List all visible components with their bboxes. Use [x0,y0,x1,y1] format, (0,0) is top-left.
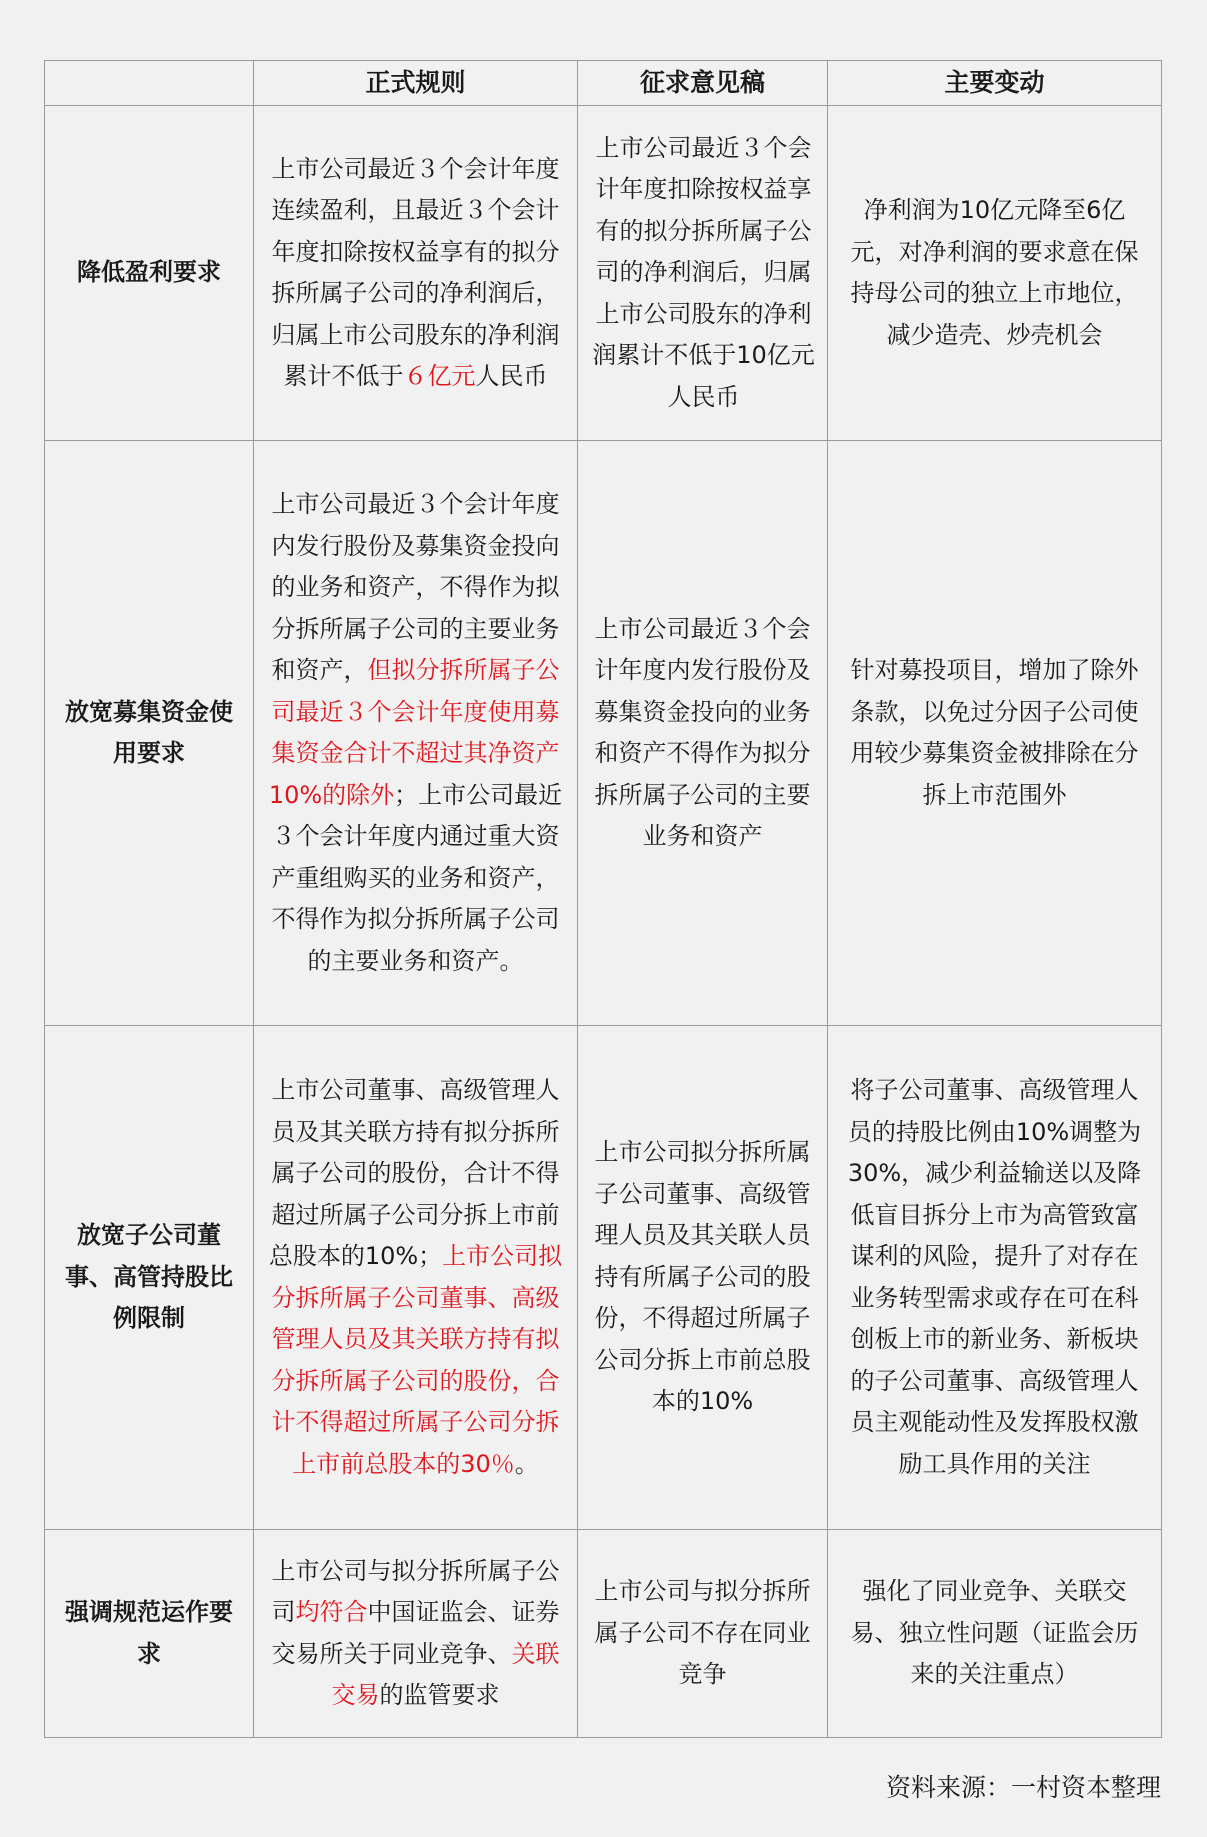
source-note: 资料来源：一村资本整理 [885,1773,1161,1802]
row-label: 强调规范运作要求 [45,1530,254,1738]
formal-highlight: 均符合 [295,1598,368,1626]
comparison-table [44,60,1162,1738]
formal-highlight: 但拟分拆所属子公司最近３个会计年度使用募集资金合计不超过其净资产10%的除外 [268,656,560,809]
formal-rule-cell [254,1026,578,1530]
formal-text: 中国证监会、证券交易所关于同业竞争、 [271,1598,560,1668]
formal-text: 上市公司与拟分拆所属子公司 [271,1556,560,1626]
formal-highlight: 关联交易 [331,1639,560,1709]
row-label: 降低盈利要求 [45,106,254,441]
formal-rule-cell [254,106,578,441]
draft-cell: 上市公司最近３个会计年度内发行股份及募集资金投向的业务和资产不得作为拟分拆所属子公司的主要业务和资产 [578,441,828,1026]
formal-highlight: 上市公司拟分拆所属子公司董事、高级管理人员及其关联方持有拟分拆所属子公司的股份，合计不得超过所属子公司分拆上市前总股本的30％ [271,1242,563,1478]
draft-cell: 上市公司拟分拆所属子公司董事、高级管理人员及其关联人员持有所属子公司的股份，不得超过所属子公司分拆上市前总股本的10% [578,1026,828,1530]
header-row [45,61,1162,106]
header-draft: 征求意见稿 [578,61,828,106]
table-row [45,106,1162,441]
formal-text: 上市公司最近３个会计年度连续盈利，且最近３个会计年度扣除按权益享有的拟分拆所属子公司的净利润后，归属上市公司股东的净利润累计不低于 [271,154,560,390]
header-main-changes: 主要变动 [828,61,1162,106]
formal-rule-cell [254,441,578,1026]
table-row [45,1026,1162,1530]
row-label: 放宽募集资金使用要求 [45,441,254,1026]
formal-rule-cell [254,1530,578,1738]
change-cell: 强化了同业竞争、关联交易、独立性问题（证监会历来的关注重点） [828,1530,1162,1738]
formal-text: 上市公司董事、高级管理人员及其关联方持有拟分拆所属子公司的股份，合计不得超过所属子公司分拆上市前总股本的10%； [268,1076,560,1270]
header-formal-rules: 正式规则 [254,61,578,106]
change-cell: 将子公司董事、高级管理人员的持股比例由10%调整为30%，减少利益输送以及降低盲目拆分上市为高管致富谋利的风险，提升了对存在业务转型需求或存在可在科创板上市的新业务、新板块的子公司董事、高级管理人员主观能动性及发挥股权激励工具作用的关注 [828,1026,1162,1530]
formal-text: 人民币 [475,362,548,390]
change-cell: 净利润为10亿元降至6亿元，对净利润的要求意在保持母公司的独立上市地位，减少造壳、炒壳机会 [828,106,1162,441]
draft-cell: 上市公司最近３个会计年度扣除按权益享有的拟分拆所属子公司的净利润后，归属上市公司股东的净利润累计不低于10亿元人民币 [578,106,828,441]
row-label: 放宽子公司董事、高管持股比例限制 [45,1026,254,1530]
header-blank [45,61,254,106]
formal-text: 的监管要求 [379,1681,500,1709]
draft-cell: 上市公司与拟分拆所属子公司不存在同业竞争 [578,1530,828,1738]
change-cell: 针对募投项目，增加了除外条款，以免过分因子公司使用较少募集资金被排除在分拆上市范围外 [828,441,1162,1026]
formal-text: 上市公司最近３个会计年度内发行股份及募集资金投向的业务和资产，不得作为拟分拆所属子公司的主要业务和资产， [271,490,560,684]
formal-text: ；上市公司最近３个会计年度内通过重大资产重组购买的业务和资产，不得作为拟分拆所属子公司的主要业务和资产。 [271,780,563,975]
formal-highlight: ６亿元 [403,362,476,390]
table-row [45,1530,1162,1738]
table-row [45,441,1162,1026]
formal-text: 。 [514,1449,539,1478]
